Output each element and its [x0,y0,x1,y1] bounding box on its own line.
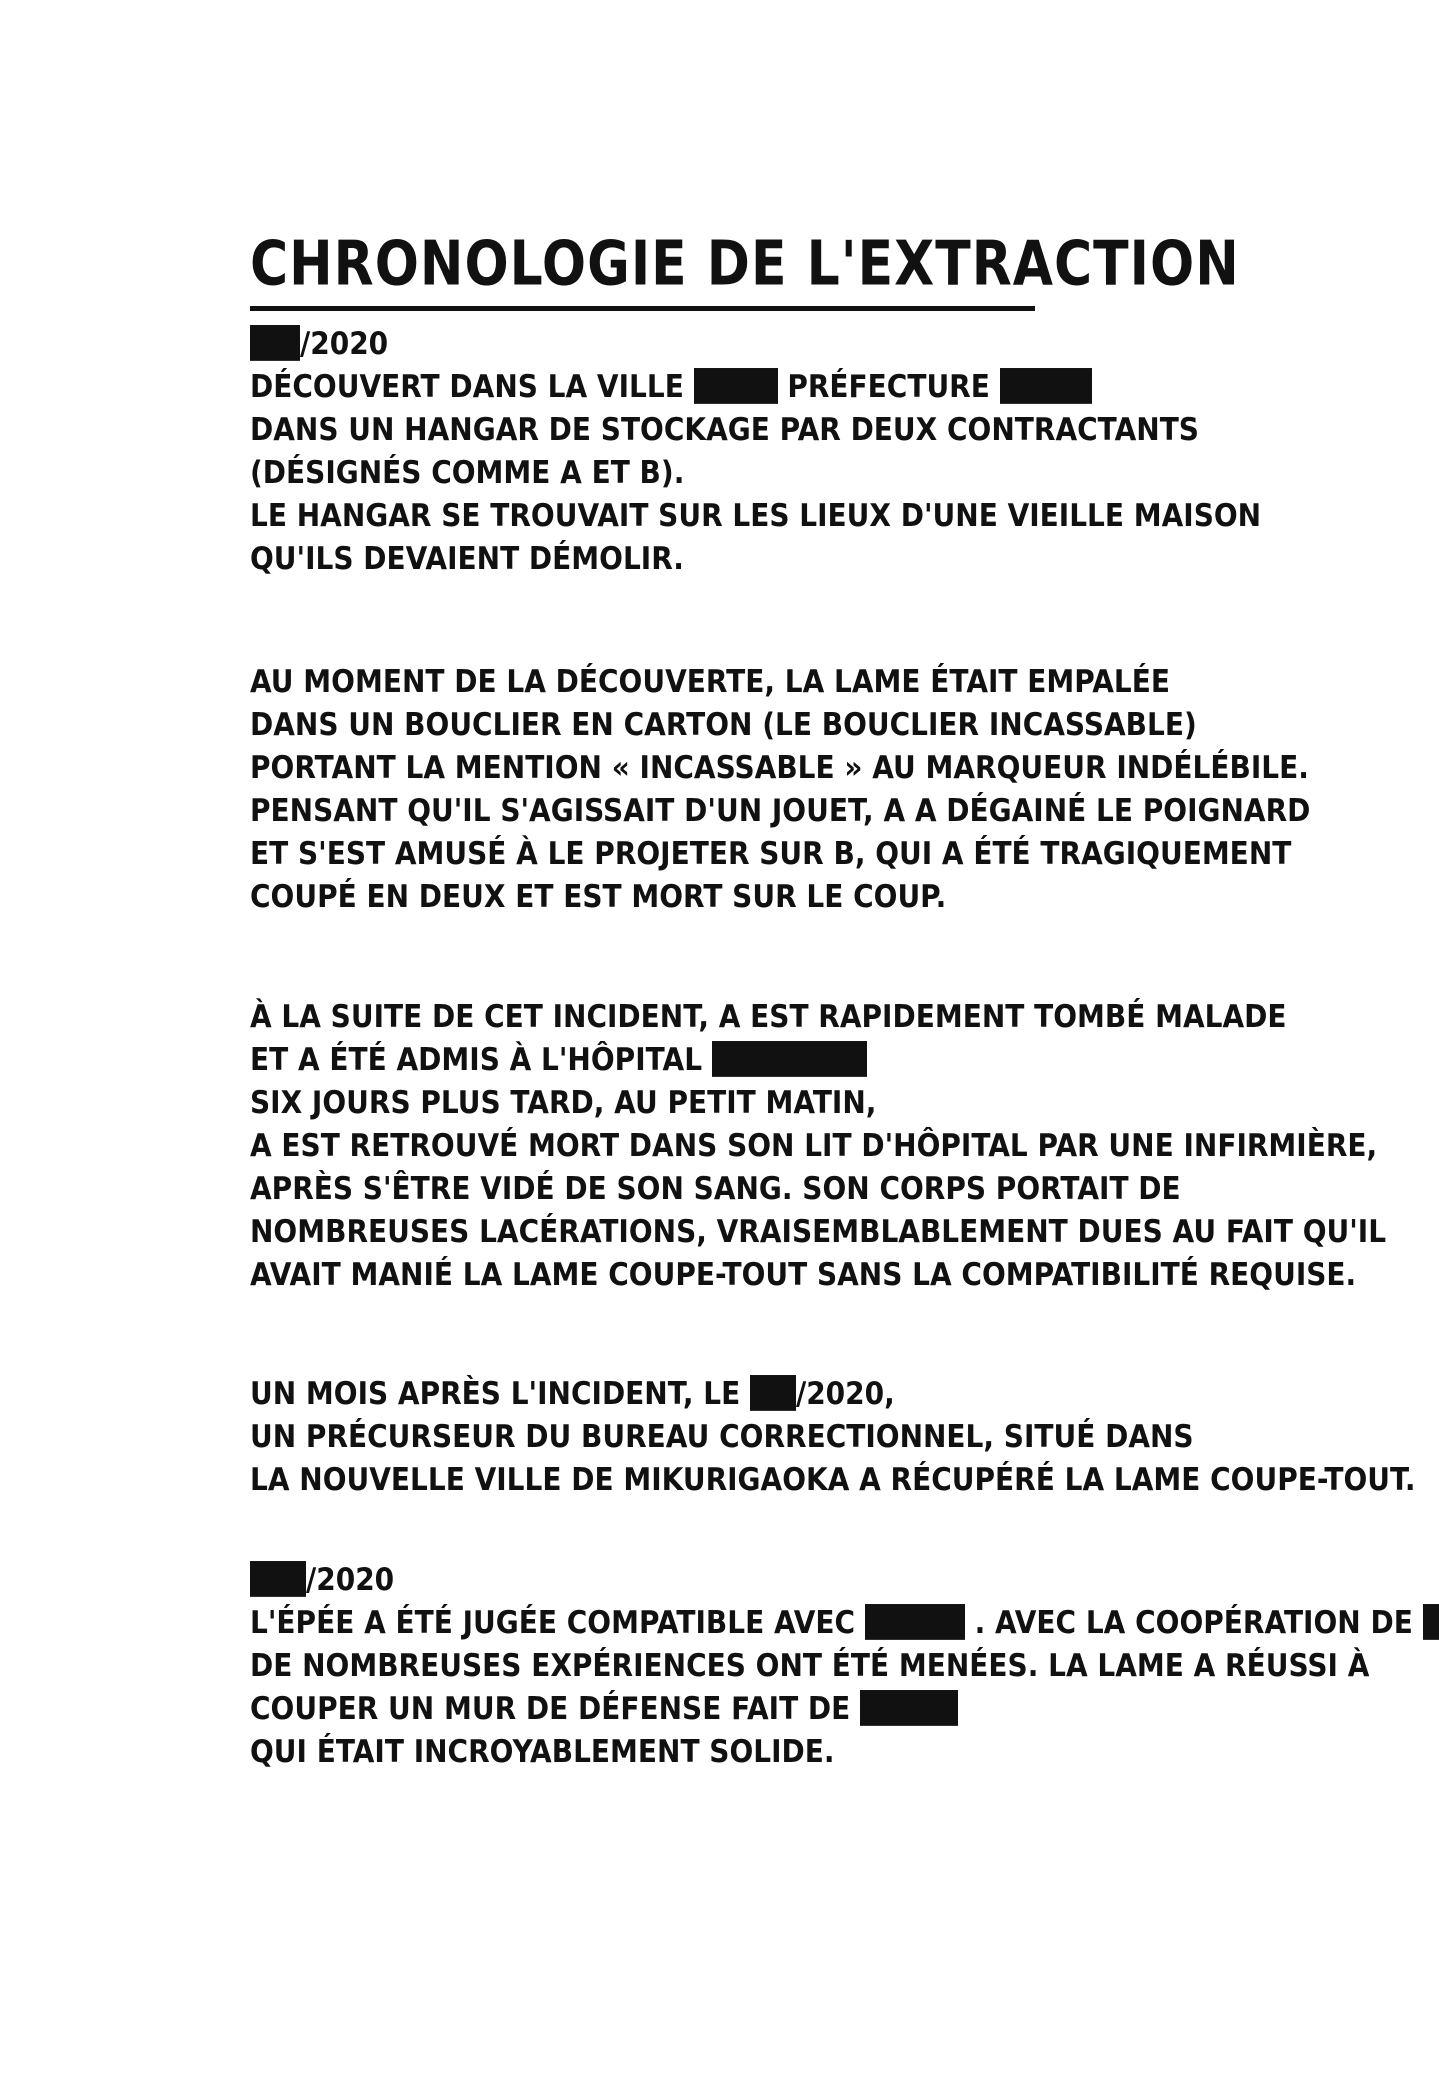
redaction-bar [712,1041,867,1077]
date-suffix: /2020 [300,325,389,362]
date-line [250,1555,1400,1603]
text-line [250,1684,1400,1732]
title-underline [250,306,1035,311]
redaction-bar [250,325,300,361]
text-line [250,1035,1400,1083]
page-title: CHRONOLOGIE DE L'EXTRACTION [250,229,1240,300]
redaction-bar [694,368,778,404]
text-line: COUPÉ EN DEUX ET EST MORT SUR LE COUP. [250,878,947,915]
text-line: QU'ILS DEVAIENT DÉMOLIR. [250,540,684,577]
section-experiments [250,1558,1413,1773]
redaction-bar [1000,368,1092,404]
text-line: UN PRÉCURSEUR DU BUREAU CORRECTIONNEL, SITUÉ DANS [250,1418,1194,1455]
redaction-bar [865,1604,965,1640]
text-line: SIX JOURS PLUS TARD, AU PETIT MATIN, [250,1084,877,1121]
date-suffix: /2020 [306,1561,395,1598]
text-line: NOMBREUSES LACÉRATIONS, VRAISEMBLABLEMENT DUES AU FAIT QU'IL [250,1213,1387,1250]
text-line: PENSANT QU'IL S'AGISSAIT D'UN JOUET, A A DÉGAINÉ LE POIGNARD [250,792,1311,829]
redaction-bar [860,1690,958,1726]
text-fragment: . AVEC LA COOPÉRATION DE [974,1604,1413,1641]
text-line: AVAIT MANIÉ LA LAME COUPE-TOUT SANS LA COMPATIBILITÉ REQUISE. [250,1256,1357,1293]
section-recovery [250,1372,1416,1501]
text-line: APRÈS S'ÊTRE VIDÉ DE SON SANG. SON CORPS PORTAIT DE [250,1170,1181,1207]
date-line [250,319,1400,367]
text-line: A EST RETROUVÉ MORT DANS SON LIT D'HÔPITAL PAR UNE INFIRMIÈRE, [250,1127,1378,1164]
text-fragment: UN MOIS APRÈS L'INCIDENT, LE [250,1375,741,1412]
text-fragment: DÉCOUVERT DANS LA VILLE [250,368,684,405]
text-fragment: COUPER UN MUR DE DÉFENSE FAIT DE [250,1690,851,1727]
text-fragment: PRÉFECTURE [787,368,990,405]
redaction-bar [250,1561,306,1597]
text-line: (DÉSIGNÉS COMME A ET B). [250,454,685,491]
text-fragment: L'ÉPÉE A ÉTÉ JUGÉE COMPATIBLE AVEC [250,1604,856,1641]
text-line: ET S'EST AMUSÉ À LE PROJETER SUR B, QUI A ÉTÉ TRAGIQUEMENT [250,835,1292,872]
text-line: LA NOUVELLE VILLE DE MIKURIGAOKA A RÉCUPÉRÉ LA LAME COUPE-TOUT. [250,1461,1416,1498]
text-fragment: /2020, [795,1375,895,1412]
section-discovery [250,322,1400,580]
section-aftermath [250,995,1400,1296]
text-line: DANS UN HANGAR DE STOCKAGE PAR DEUX CONTRACTANTS [250,411,1199,448]
text-line: AU MOMENT DE LA DÉCOUVERTE, LA LAME ÉTAIT EMPALÉE [250,663,1170,700]
redaction-bar [750,1375,796,1411]
text-line: LE HANGAR SE TROUVAIT SUR LES LIEUX D'UNE VIEILLE MAISON [250,497,1262,534]
text-line [250,362,1400,410]
text-line: À LA SUITE DE CET INCIDENT, A EST RAPIDEMENT TOMBÉ MALADE [250,998,1287,1035]
text-line [250,1598,1413,1646]
text-line: DANS UN BOUCLIER EN CARTON (LE BOUCLIER INCASSABLE) [250,706,1197,743]
text-line: PORTANT LA MENTION « INCASSABLE » AU MARQUEUR INDÉLÉBILE. [250,749,1309,786]
section-blade-state [250,660,1400,918]
text-fragment: ET A ÉTÉ ADMIS À L'HÔPITAL [250,1041,703,1078]
redaction-bar [1423,1604,1439,1640]
text-line [250,1369,1400,1417]
text-line: DE NOMBREUSES EXPÉRIENCES ONT ÉTÉ MENÉES. LA LAME A RÉUSSI À [250,1647,1370,1684]
text-line: QUI ÉTAIT INCROYABLEMENT SOLIDE. [250,1733,835,1770]
